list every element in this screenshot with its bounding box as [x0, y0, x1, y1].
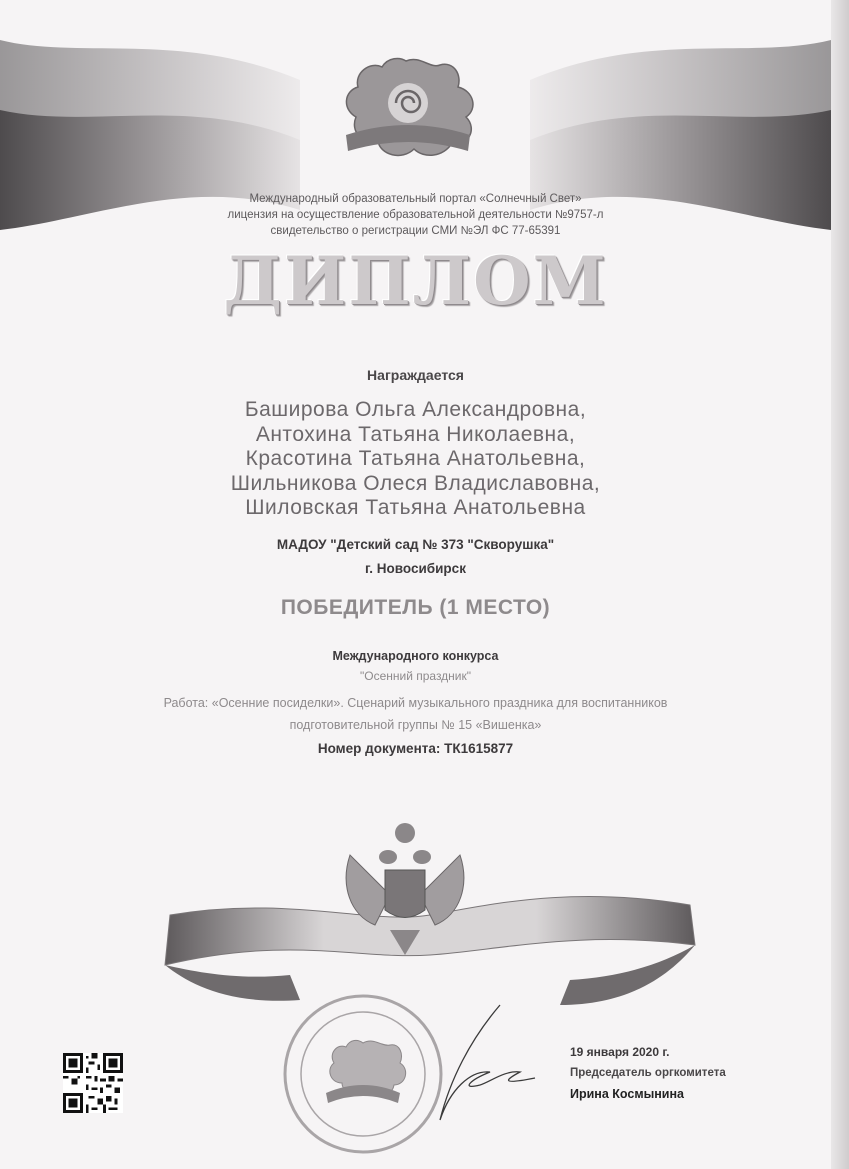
contest-name: "Осенний праздник" — [359, 669, 472, 683]
work-line: подготовительной группы № 15 «Вишенка» — [289, 718, 542, 732]
recipient-name: Баширова Ольга Александровна, — [244, 398, 587, 421]
recipient-name: Шильникова Олеся Владиславовна, — [230, 471, 601, 495]
portal-info-line: лицензия на осуществление образовательной деятельности №9757-л — [227, 209, 604, 221]
document-number: Номер документа: ТК1615877 — [317, 741, 514, 756]
recipient-name: Шиловская Татьяна Анатольевна — [245, 496, 586, 519]
paper-edge — [831, 0, 849, 1169]
chair-title: Председатель оргкомитета — [570, 1067, 726, 1079]
portal-info-line: свидетельство о регистрации СМИ №ЭЛ ФС 77-65391 — [270, 225, 561, 237]
diploma-title: ДИПЛОМ — [223, 242, 608, 320]
signature — [410, 1000, 540, 1130]
coat-of-arms-emblem — [330, 815, 480, 965]
footer-signature-block — [570, 1045, 790, 1101]
portal-logo — [328, 55, 484, 163]
issue-date: 19 января 2020 г. — [570, 1045, 670, 1059]
work-line: Работа: «Осенние посиделки». Сценарий музыкального праздника для воспитанников — [163, 696, 668, 710]
chair-name: Ирина Космынина — [570, 1087, 684, 1101]
organization: МАДОУ "Детский сад № 373 "Скворушка" — [276, 537, 555, 552]
awarded-label: Награждается — [367, 367, 464, 383]
work-description — [0, 692, 831, 736]
city: г. Новосибирск — [365, 561, 466, 576]
result-place: ПОБЕДИТЕЛЬ (1 МЕСТО) — [280, 596, 551, 619]
recipient-name: Красотина Татьяна Анатольевна, — [245, 447, 586, 470]
contest-type: Международного конкурса — [332, 649, 499, 663]
portal-info — [0, 191, 831, 239]
qr-code — [63, 1053, 123, 1113]
portal-info-line: Международный образовательный портал «Солнечный Свет» — [249, 193, 582, 205]
recipients-list — [0, 398, 831, 521]
recipient-name: Антохина Татьяна Николаевна, — [255, 422, 576, 446]
